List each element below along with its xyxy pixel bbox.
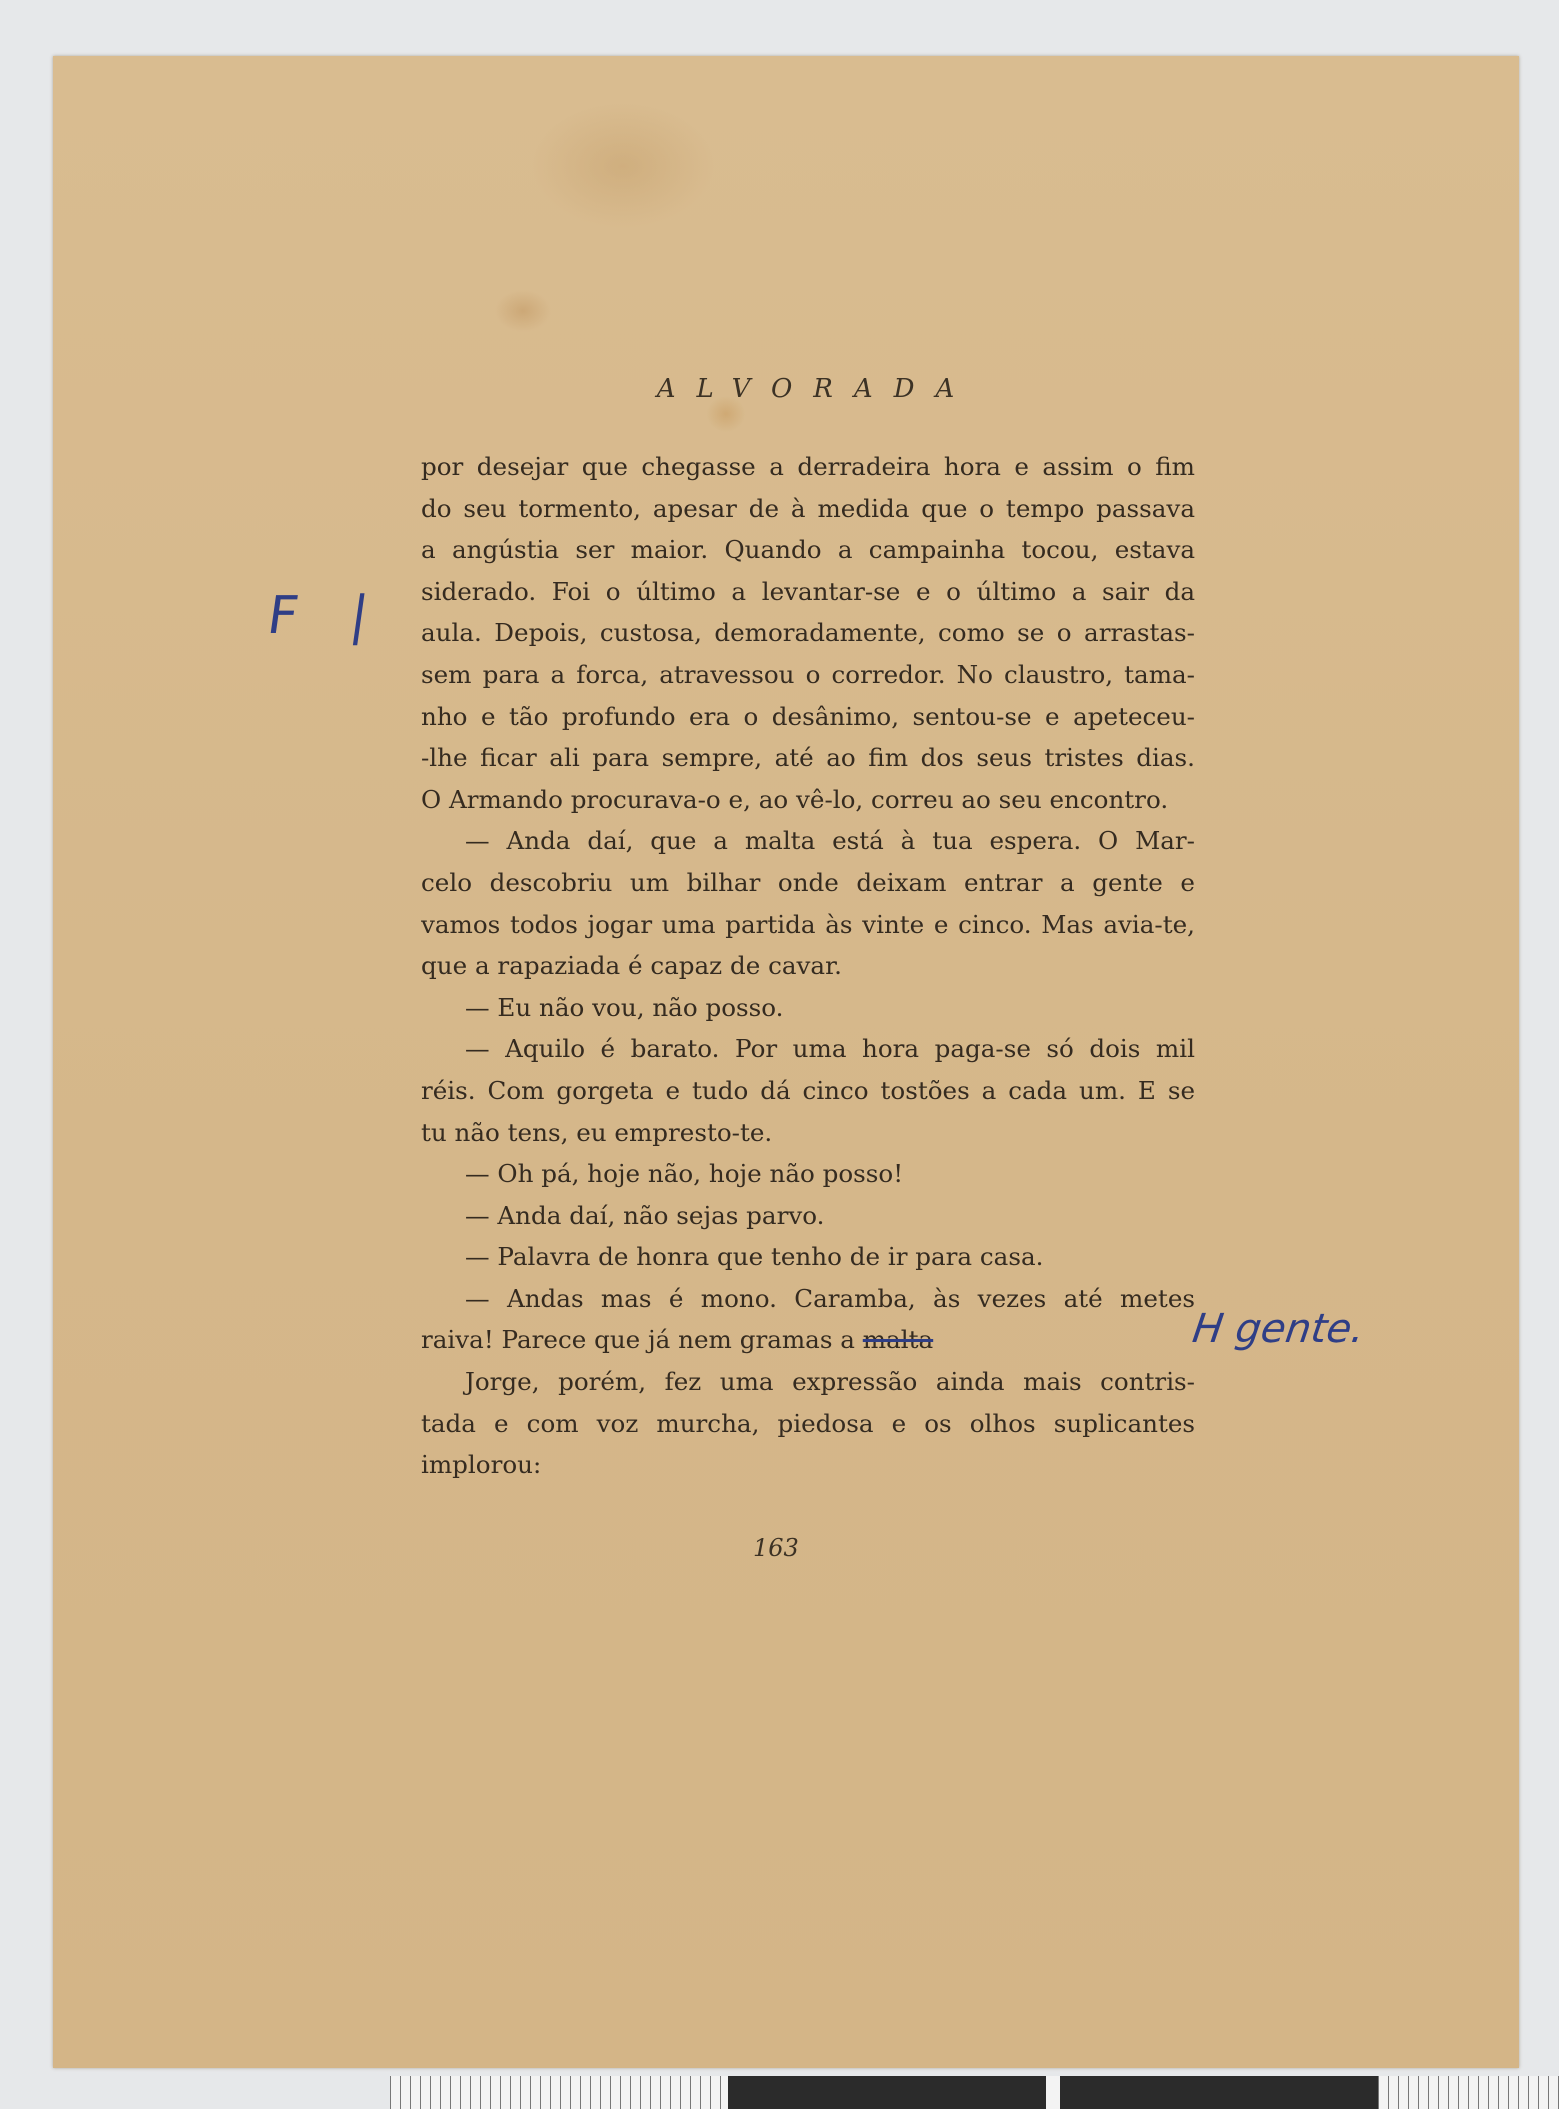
text-line-content: — Palavra de honra que tenho de ir para casa. xyxy=(465,1242,1044,1272)
text-line xyxy=(421,1195,1195,1237)
text-line xyxy=(421,904,1195,946)
text-line-content: -lhe ficar ali para sempre, até ao fim dos seus tristes dias. xyxy=(421,743,1195,773)
text-line xyxy=(421,987,1195,1029)
document-page xyxy=(53,56,1519,2068)
text-line-content: — Andas mas é mono. Caramba, às vezes até metes xyxy=(465,1283,1195,1313)
ruler-segment xyxy=(390,2076,728,2109)
text-line-content: — Anda daí, que a malta está à tua espera. O Mar- xyxy=(465,826,1195,856)
text-line-content: que a rapaziada é capaz de cavar. xyxy=(421,951,842,981)
text-line-content: — Eu não vou, não posso. xyxy=(465,992,784,1022)
text-line-content: vamos todos jogar uma partida às vinte e cinco. Mas avia-te, xyxy=(421,909,1195,939)
ruler-segment xyxy=(1060,2076,1378,2109)
text-line-content: — Anda daí, não sejas parvo. xyxy=(465,1200,825,1230)
text-line-content: tu não tens, eu empresto-te. xyxy=(421,1117,773,1147)
text-line xyxy=(421,1112,1195,1154)
text-line-content: siderado. Foi o último a levantar-se e o último a sair da xyxy=(421,576,1195,606)
text-line xyxy=(421,1278,1195,1320)
text-line-content: do seu tormento, apesar de à medida que o tempo passava xyxy=(421,493,1195,523)
text-line xyxy=(421,1153,1195,1195)
text-line xyxy=(421,654,1195,696)
text-line xyxy=(421,945,1195,987)
text-line xyxy=(421,1028,1195,1070)
text-line-content: por desejar que chegasse a derradeira hora e assim o fim xyxy=(421,452,1195,481)
text-line-content: tada e com voz murcha, piedosa e os olhos suplicantes xyxy=(421,1408,1195,1438)
text-line xyxy=(421,571,1195,613)
text-line xyxy=(421,1070,1195,1112)
text-line xyxy=(421,862,1195,904)
text-line-content: aula. Depois, custosa, demoradamente, como se o arrastas- xyxy=(421,618,1195,648)
text-line xyxy=(421,529,1195,571)
text-line xyxy=(421,488,1195,530)
text-line xyxy=(421,696,1195,738)
scale-ruler xyxy=(390,2076,1559,2109)
text-line xyxy=(421,612,1195,654)
margin-annotation-left: F | xyxy=(263,586,391,646)
text-line xyxy=(421,1361,1195,1403)
ruler-segment xyxy=(1046,2076,1060,2109)
text-line xyxy=(421,779,1195,821)
text-line xyxy=(421,1403,1195,1445)
text-line-content: celo descobriu um bilhar onde deixam entrar a gente e xyxy=(421,867,1195,897)
text-line-content: raiva! Parece que já nem gramas a malta xyxy=(421,1325,934,1355)
page-number: 163 xyxy=(753,1534,799,1562)
margin-annotation-right: H gente. xyxy=(1189,1306,1368,1352)
text-line-content: réis. Com gorgeta e tudo dá cinco tostões a cada um. E se xyxy=(421,1075,1195,1105)
ruler-segment xyxy=(728,2076,1046,2109)
text-line xyxy=(421,1319,1195,1361)
text-line xyxy=(421,446,1195,488)
text-line-content: — Oh pá, hoje não, hoje não posso! xyxy=(465,1159,904,1189)
running-title: ALVORADA xyxy=(656,374,976,404)
text-line-content: — Aquilo é barato. Por uma hora paga-se só dois mil xyxy=(465,1034,1195,1064)
struck-word: malta xyxy=(862,1325,934,1355)
ruler-segment xyxy=(1378,2076,1559,2109)
text-line xyxy=(421,737,1195,779)
text-line-content: nho e tão profundo era o desânimo, sentou-se e apeteceu- xyxy=(421,701,1195,731)
text-line-content: Jorge, porém, fez uma expressão ainda mais contris- xyxy=(465,1367,1195,1397)
text-line-content: sem para a forca, atravessou o corredor. No claustro, tama- xyxy=(421,659,1195,689)
body-text xyxy=(421,446,1195,1486)
text-line xyxy=(421,1444,1195,1486)
text-line xyxy=(421,820,1195,862)
text-line xyxy=(421,1236,1195,1278)
text-line-content: O Armando procurava-o e, ao vê-lo, correu ao seu encontro. xyxy=(421,784,1169,814)
text-line-content: a angústia ser maior. Quando a campainha tocou, estava xyxy=(421,535,1195,565)
text-line-content: implorou: xyxy=(421,1450,542,1480)
